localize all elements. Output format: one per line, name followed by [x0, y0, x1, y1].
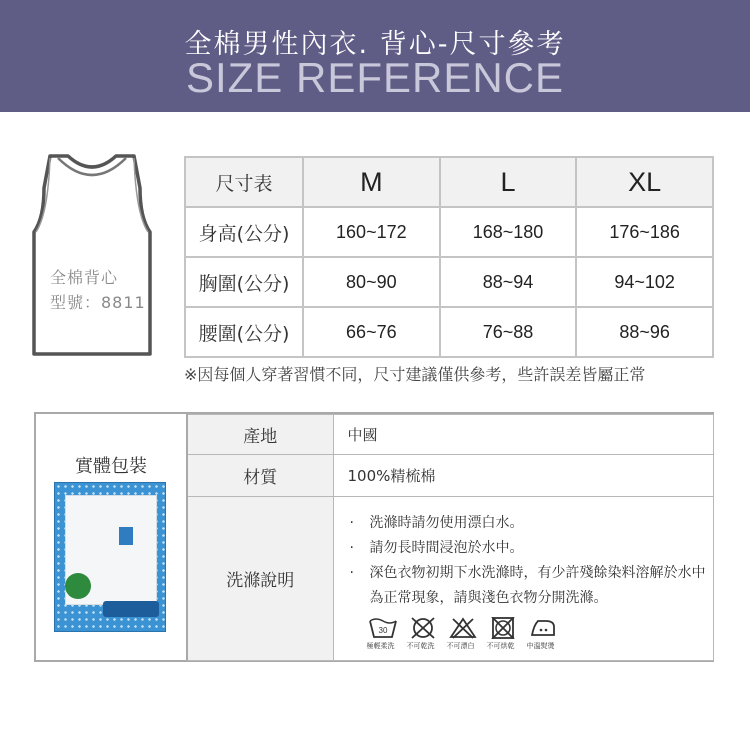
care-symbol-label: 中溫熨燙: [526, 641, 555, 650]
care-symbol-label: 不可乾洗: [406, 641, 435, 650]
row-label-waist: 腰圍(公分): [185, 307, 303, 357]
table-cell: 88~96: [576, 307, 713, 357]
care-symbol-labels: [348, 641, 714, 651]
list-item: [348, 561, 714, 611]
care-item-text: 洗滌時請勿使用漂白水。: [369, 514, 524, 531]
care-row: [187, 497, 714, 661]
size-disclaimer: ※因每個人穿著習慣不同，尺寸建議僅供參考，些許誤差皆屬正常: [184, 365, 646, 384]
list-item: [348, 511, 714, 536]
header-banner: [0, 0, 750, 112]
package-column: [36, 414, 186, 660]
wash-temperature: 30: [378, 625, 387, 635]
care-item-text: 請勿長時間浸泡於水中。: [369, 539, 524, 556]
table-cell: 88~94: [440, 257, 577, 307]
material-label: 材質: [187, 455, 333, 497]
table-cell: 168~180: [440, 207, 577, 257]
table-cell: 176~186: [576, 207, 713, 257]
table-cell: 76~88: [440, 307, 577, 357]
bullet: ·: [349, 539, 354, 556]
origin-label: 產地: [187, 415, 333, 455]
product-info-panel: [34, 412, 714, 662]
iron-medium-icon: [528, 617, 558, 639]
package-badge: [103, 601, 159, 617]
table-row: [185, 257, 713, 307]
row-label-height: 身高(公分): [185, 207, 303, 257]
size-xl-header: XL: [576, 157, 713, 207]
size-table-label: 尺寸表: [185, 157, 303, 207]
size-table: [184, 156, 714, 358]
product-model: 型號：8811: [50, 293, 146, 312]
table-row: [185, 307, 713, 357]
list-item: [348, 536, 714, 561]
no-bleach-icon: [448, 617, 478, 639]
size-m-header: M: [303, 157, 440, 207]
no-dryclean-icon: [408, 617, 438, 639]
care-instructions: [333, 497, 714, 661]
size-l-header: L: [440, 157, 577, 207]
care-symbols: [348, 617, 714, 639]
material-row: [187, 455, 714, 497]
care-symbol-label: 不可漂白: [446, 641, 475, 650]
table-cell: 66~76: [303, 307, 440, 357]
page-subtitle: SIZE REFERENCE: [185, 54, 565, 101]
care-label: 洗滌說明: [187, 497, 333, 661]
care-list: [348, 511, 714, 611]
tree-icon: [65, 573, 91, 599]
table-row: [185, 207, 713, 257]
wash-30-icon: [368, 617, 398, 639]
page-title: 全棉男性內衣. 背心-尺寸參考: [184, 29, 566, 60]
care-symbol-label: 極輕柔洗: [366, 641, 395, 650]
table-cell: 160~172: [303, 207, 440, 257]
no-tumble-dry-icon: [488, 617, 518, 639]
care-symbol-label: 不可烘乾: [486, 641, 515, 650]
tank-top-icon: [28, 148, 156, 360]
care-item-text: 深色衣物初期下水洗滌時，有少許殘餘染料溶解於水中為正常現象，請與淺色衣物分開洗滌。: [369, 564, 706, 606]
package-label: 實體包裝: [75, 456, 147, 477]
size-header-row: [185, 157, 713, 207]
info-table: [186, 414, 714, 661]
product-name: 全棉背心: [50, 268, 119, 287]
bullet: ·: [349, 564, 354, 581]
origin-row: [187, 415, 714, 455]
bullet: ·: [349, 514, 354, 531]
table-cell: 80~90: [303, 257, 440, 307]
package-photo: [54, 482, 166, 632]
row-label-chest: 胸圍(公分): [185, 257, 303, 307]
material-value: 100%精梳棉: [333, 455, 714, 497]
table-cell: 94~102: [576, 257, 713, 307]
origin-value: 中國: [333, 415, 714, 455]
package-tag: [119, 527, 133, 545]
